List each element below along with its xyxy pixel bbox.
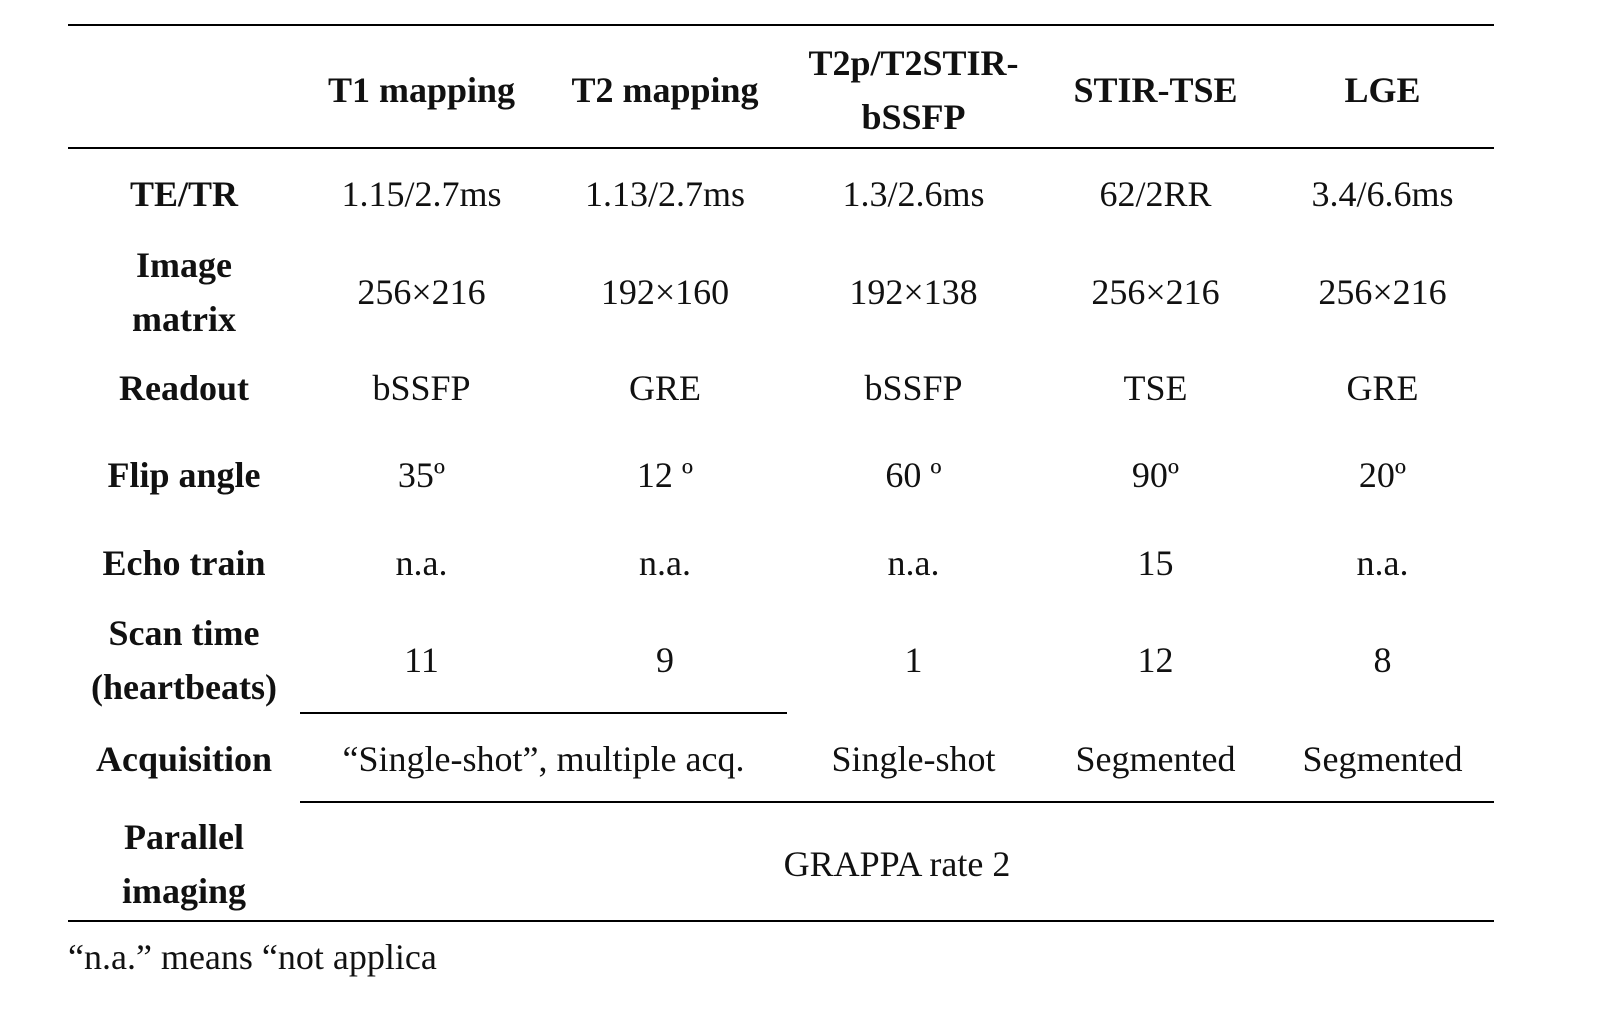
- table-footnote: “n.a.” means “not applica: [68, 937, 437, 977]
- cell-te-tr-t2p: 1.3/2.6ms: [842, 174, 985, 214]
- cell-readout-t2p: bSSFP: [864, 368, 963, 408]
- cell-flip-t2p: 60 º: [885, 455, 942, 495]
- cell-echo-stir: 15: [1137, 543, 1174, 583]
- scan-time-underline: [300, 712, 787, 714]
- row-label-echo-train: Echo train: [102, 543, 266, 583]
- cell-te-tr-lge: 3.4/6.6ms: [1311, 174, 1454, 214]
- cell-acq-t2p: Single-shot: [831, 739, 996, 779]
- cell-scan-lge: 8: [1373, 640, 1392, 680]
- cell-readout-stir: TSE: [1123, 368, 1188, 408]
- row-label-scan-time-line1: Scan time: [108, 613, 260, 653]
- top-rule: [68, 24, 1494, 26]
- cell-te-tr-t1: 1.15/2.7ms: [341, 174, 502, 214]
- column-header-t1-mapping: T1 mapping: [327, 70, 516, 110]
- cell-parallel-merged: GRAPPA rate 2: [783, 844, 1011, 884]
- column-header-t2-mapping: T2 mapping: [571, 70, 759, 110]
- column-header-lge: LGE: [1344, 70, 1421, 110]
- cell-acq-lge: Segmented: [1302, 739, 1463, 779]
- bottom-rule: [68, 920, 1494, 922]
- cell-echo-t2: n.a.: [639, 543, 691, 583]
- cell-matrix-t2: 192×160: [600, 272, 730, 312]
- cell-flip-t2: 12 º: [636, 455, 694, 495]
- cell-readout-t2: GRE: [629, 368, 701, 408]
- row-label-acquisition: Acquisition: [95, 739, 273, 779]
- row-label-image-matrix: [68, 238, 300, 346]
- cell-scan-stir: 12: [1137, 640, 1174, 680]
- header-rule: [68, 147, 1494, 149]
- cell-echo-t2p: n.a.: [887, 543, 940, 583]
- column-header-t2p-t2stir-bssfp: [787, 36, 1040, 144]
- row-label-scan-time: [68, 606, 300, 714]
- cell-scan-t1: 11: [404, 640, 439, 680]
- column-header-t2p-line2: bSSFP: [861, 97, 966, 137]
- cell-matrix-stir: 256×216: [1091, 272, 1220, 312]
- cell-echo-lge: n.a.: [1356, 543, 1409, 583]
- row-label-image-matrix-line1: Image: [136, 245, 232, 285]
- cell-acq-stir: Segmented: [1075, 739, 1236, 779]
- cell-te-tr-stir: 62/2RR: [1099, 174, 1212, 214]
- cell-flip-t1: 35º: [397, 455, 446, 495]
- row-label-parallel-imaging: [68, 810, 300, 918]
- column-header-stir-tse: STIR-TSE: [1073, 70, 1238, 110]
- cell-te-tr-t2: 1.13/2.7ms: [584, 174, 745, 214]
- cell-echo-t1: n.a.: [395, 543, 448, 583]
- cell-scan-t2: 9: [656, 640, 674, 680]
- cell-flip-lge: 20º: [1358, 455, 1407, 495]
- column-header-t2p-line1: T2p/T2STIR-: [808, 43, 1019, 83]
- cell-scan-t2p: 1: [904, 640, 923, 680]
- acquisition-underline: [300, 801, 1494, 803]
- row-label-image-matrix-line2: matrix: [132, 299, 236, 339]
- cell-acq-t1-t2-merged: “Single-shot”, multiple acq.: [342, 739, 745, 779]
- cell-readout-t1: bSSFP: [372, 368, 471, 408]
- row-label-te-tr: TE/TR: [129, 174, 239, 214]
- row-label-flip-angle: Flip angle: [107, 455, 261, 495]
- row-label-scan-time-line2: (heartbeats): [91, 667, 277, 707]
- cell-readout-lge: GRE: [1346, 368, 1419, 408]
- cell-flip-stir: 90º: [1131, 455, 1180, 495]
- cell-matrix-lge: 256×216: [1318, 272, 1447, 312]
- row-label-parallel-line2: imaging: [121, 871, 246, 911]
- row-label-readout: Readout: [118, 368, 249, 408]
- row-label-parallel-line1: Parallel: [124, 817, 244, 857]
- cell-matrix-t1: 256×216: [357, 272, 486, 312]
- cell-matrix-t2p: 192×138: [849, 272, 978, 312]
